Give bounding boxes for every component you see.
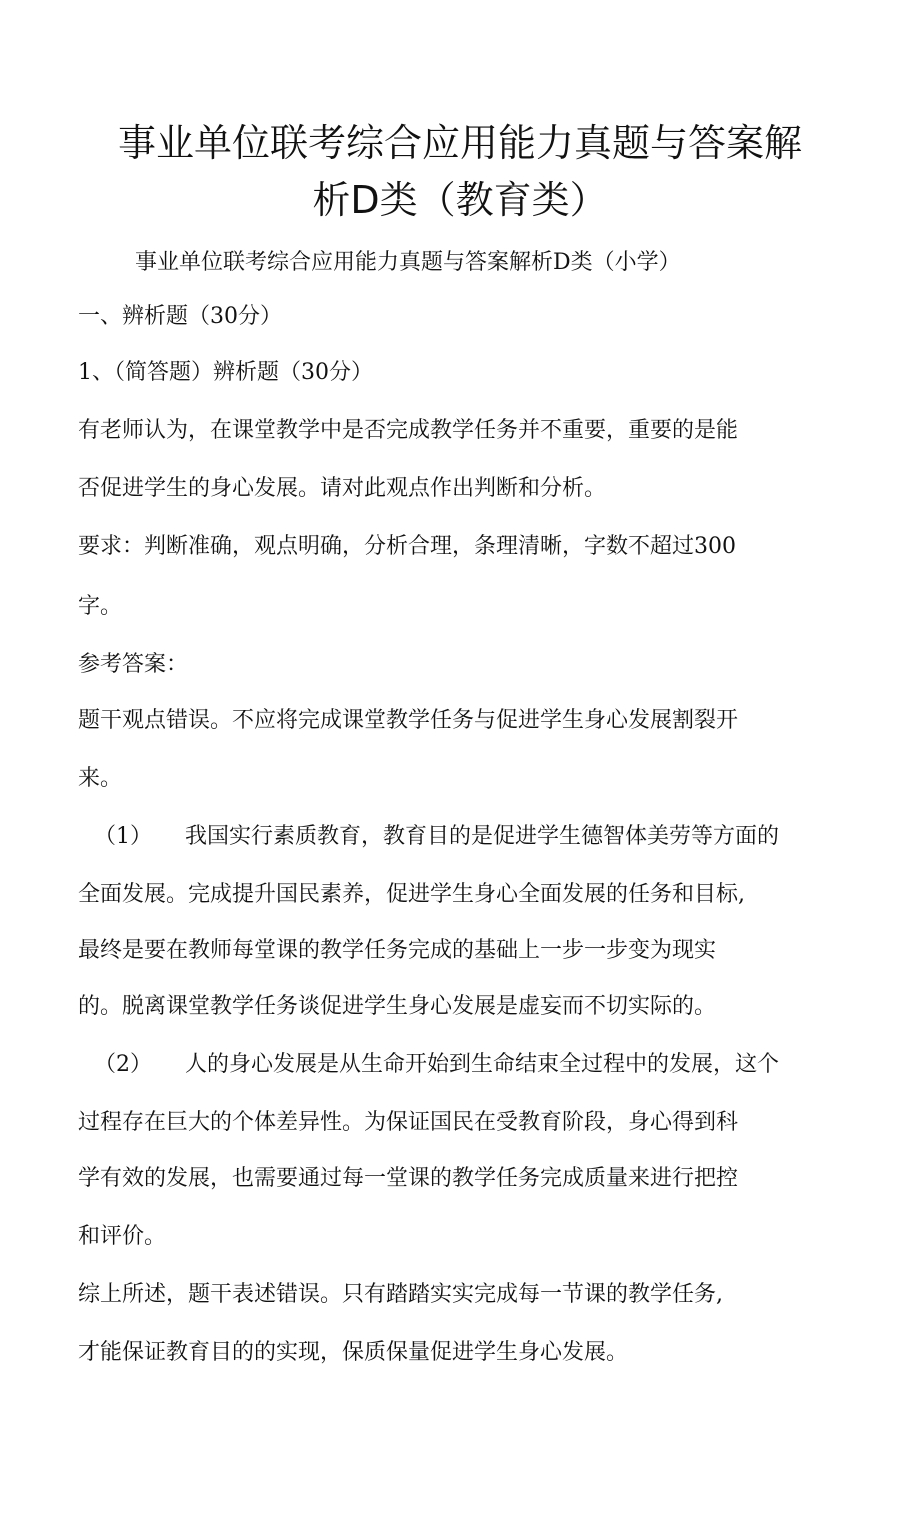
section-heading: 一、辨析题（30分） — [78, 304, 282, 329]
answer-label: 参考答案： — [78, 652, 189, 677]
subtitle: 事业单位联考综合应用能力真题与答案解析D类（小学） — [135, 250, 681, 275]
point-2-line-3: 学有效的发展，也需要通过每一堂课的教学任务完成质量来进行把控 — [78, 1166, 739, 1191]
point-2-text: 人的身心发展是从生命开始到生命结束全过程中的发展，这个 — [185, 1052, 780, 1077]
point-2-line-2: 过程存在巨大的个体差异性。为保证国民在受教育阶段，身心得到科 — [78, 1110, 739, 1135]
point-2-number: （2） — [94, 1052, 152, 1077]
point-1-number: （1） — [94, 824, 152, 849]
point-1-line-3: 最终是要在教师每堂课的教学任务完成的基础上一步一步变为现实 — [78, 938, 717, 963]
point-1-line-1 — [78, 822, 779, 852]
point-2-line-1 — [78, 1050, 779, 1080]
question-text-line-2: 否促进学生的身心发展。请对此观点作出判断和分析。 — [78, 476, 607, 501]
question-text-line-1: 有老师认为，在课堂教学中是否完成教学任务并不重要，重要的是能 — [78, 418, 739, 443]
page-title-line-2: 析D类（教育类） — [312, 178, 608, 222]
answer-intro-line-2: 来。 — [78, 766, 123, 791]
requirement-line-1: 要求：判断准确，观点明确，分析合理，条理清晰，字数不超过300 — [78, 534, 736, 559]
answer-intro-line-1: 题干观点错误。不应将完成课堂教学任务与促进学生身心发展割裂开 — [78, 708, 739, 733]
point-1-line-4: 的。脱离课堂教学任务谈促进学生身心发展是虚妄而不切实际的。 — [78, 994, 717, 1019]
requirement-line-2: 字。 — [78, 594, 123, 619]
point-1-text: 我国实行素质教育，教育目的是促进学生德智体美劳等方面的 — [185, 824, 780, 849]
page-title-line-1: 事业单位联考综合应用能力真题与答案解 — [117, 121, 802, 165]
point-2-line-4: 和评价。 — [78, 1224, 167, 1249]
point-1-line-2: 全面发展。完成提升国民素养，促进学生身心全面发展的任务和目标, — [78, 882, 745, 907]
conclusion-line-2: 才能保证教育目的的实现，保质保量促进学生身心发展。 — [78, 1340, 629, 1365]
conclusion-line-1: 综上所述，题干表述错误。只有踏踏实实完成每一节课的教学任务, — [78, 1282, 723, 1307]
question-label: 1、（简答题）辨析题（30分） — [78, 360, 373, 385]
